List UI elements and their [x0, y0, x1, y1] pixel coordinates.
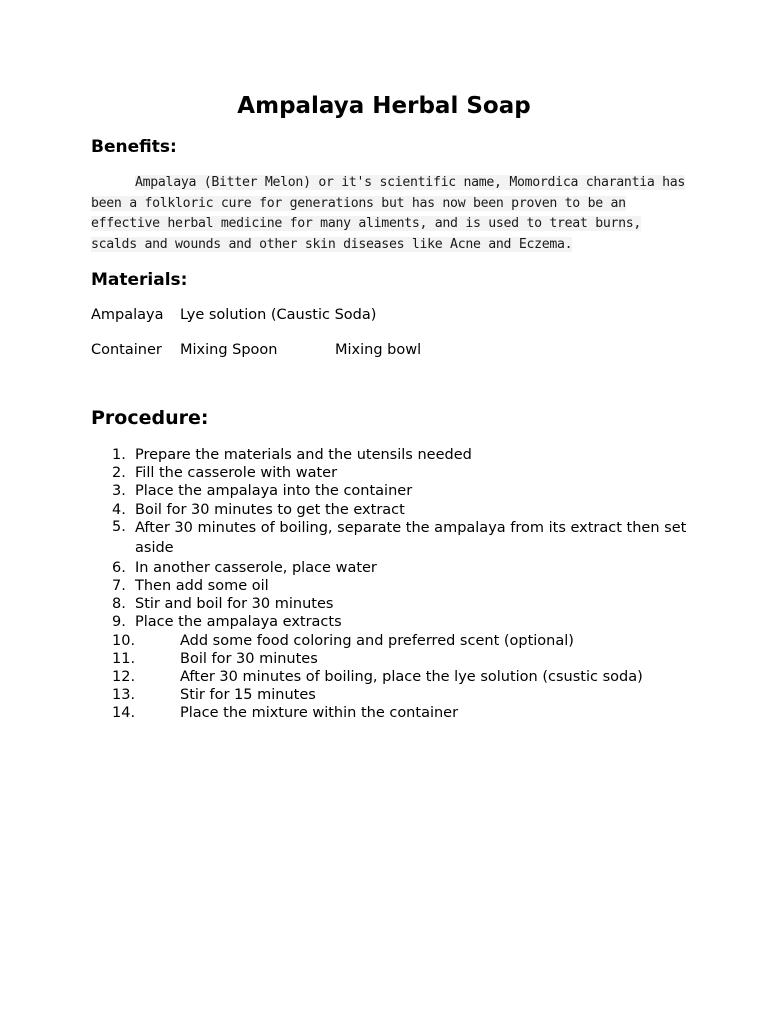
material-item: Mixing Spoon [180, 342, 278, 358]
materials-heading: Materials: [91, 270, 188, 290]
document-title: Ampalaya Herbal Soap [237, 93, 531, 119]
step-text: After 30 minutes of boiling, separate the ampalaya from its extract then set aside [135, 519, 687, 557]
material-item: Lye solution (Caustic Soda) [180, 307, 377, 323]
procedure-step [91, 704, 691, 722]
step-number: 10. [112, 632, 136, 649]
step-number: 5. [112, 518, 126, 535]
step-text: Prepare the materials and the utensils needed [135, 447, 472, 463]
procedure-step [91, 613, 691, 631]
material-item: Mixing bowl [335, 342, 422, 358]
step-number: 9. [112, 614, 126, 631]
benefits-heading: Benefits: [91, 137, 177, 157]
step-number: 13. [112, 687, 136, 704]
procedure-step [91, 559, 691, 577]
step-number: 3. [112, 483, 126, 500]
procedure-step [91, 686, 691, 704]
step-text: Place the ampalaya into the container [135, 483, 413, 500]
procedure-step [91, 595, 691, 613]
step-number: 11. [112, 650, 136, 667]
step-number: 2. [112, 465, 126, 482]
procedure-step [91, 464, 691, 482]
procedure-step [91, 632, 691, 650]
step-text: Stir and boil for 30 minutes [135, 596, 334, 613]
step-number: 12. [112, 669, 136, 686]
procedure-heading: Procedure: [91, 407, 209, 429]
step-text: Place the mixture within the container [180, 705, 459, 722]
step-text: Fill the casserole with water [135, 465, 338, 482]
procedure-step [91, 501, 691, 519]
step-number: 6. [112, 559, 126, 576]
step-text: Stir for 15 minutes [180, 687, 316, 704]
step-text: Add some food coloring and preferred scent (optional) [180, 632, 574, 649]
step-text: Then add some oil [135, 578, 269, 595]
material-item: Ampalaya [91, 307, 164, 323]
material-item: Container [91, 342, 162, 358]
procedure-step [91, 668, 691, 686]
benefits-paragraph [91, 173, 691, 256]
step-number: 8. [112, 596, 126, 613]
step-number: 1. [112, 447, 126, 463]
step-text: Boil for 30 minutes [180, 650, 318, 667]
step-number: 4. [112, 501, 126, 518]
procedure-step [91, 518, 691, 559]
step-number: 14. [112, 705, 136, 722]
step-number: 7. [112, 578, 126, 595]
benefits-paragraph-text: Ampalaya (Bitter Melon) or it's scientific name, Momordica charantia has been a folkloric cure for generations but has now been proven to be an effective herbal medicine for many aliments, and is used to treat burns, scalds and wounds and other skin diseases like Acne and Eczema. [91, 175, 686, 253]
step-text: After 30 minutes of boiling, place the lye solution (csustic soda) [180, 669, 643, 686]
step-text: Place the ampalaya extracts [135, 614, 342, 631]
procedure-step [91, 482, 691, 500]
procedure-step [91, 650, 691, 668]
procedure-step [91, 446, 691, 464]
step-text: In another casserole, place water [135, 559, 377, 576]
procedure-list [91, 446, 691, 723]
procedure-step [91, 577, 691, 595]
step-text: Boil for 30 minutes to get the extract [135, 501, 405, 518]
